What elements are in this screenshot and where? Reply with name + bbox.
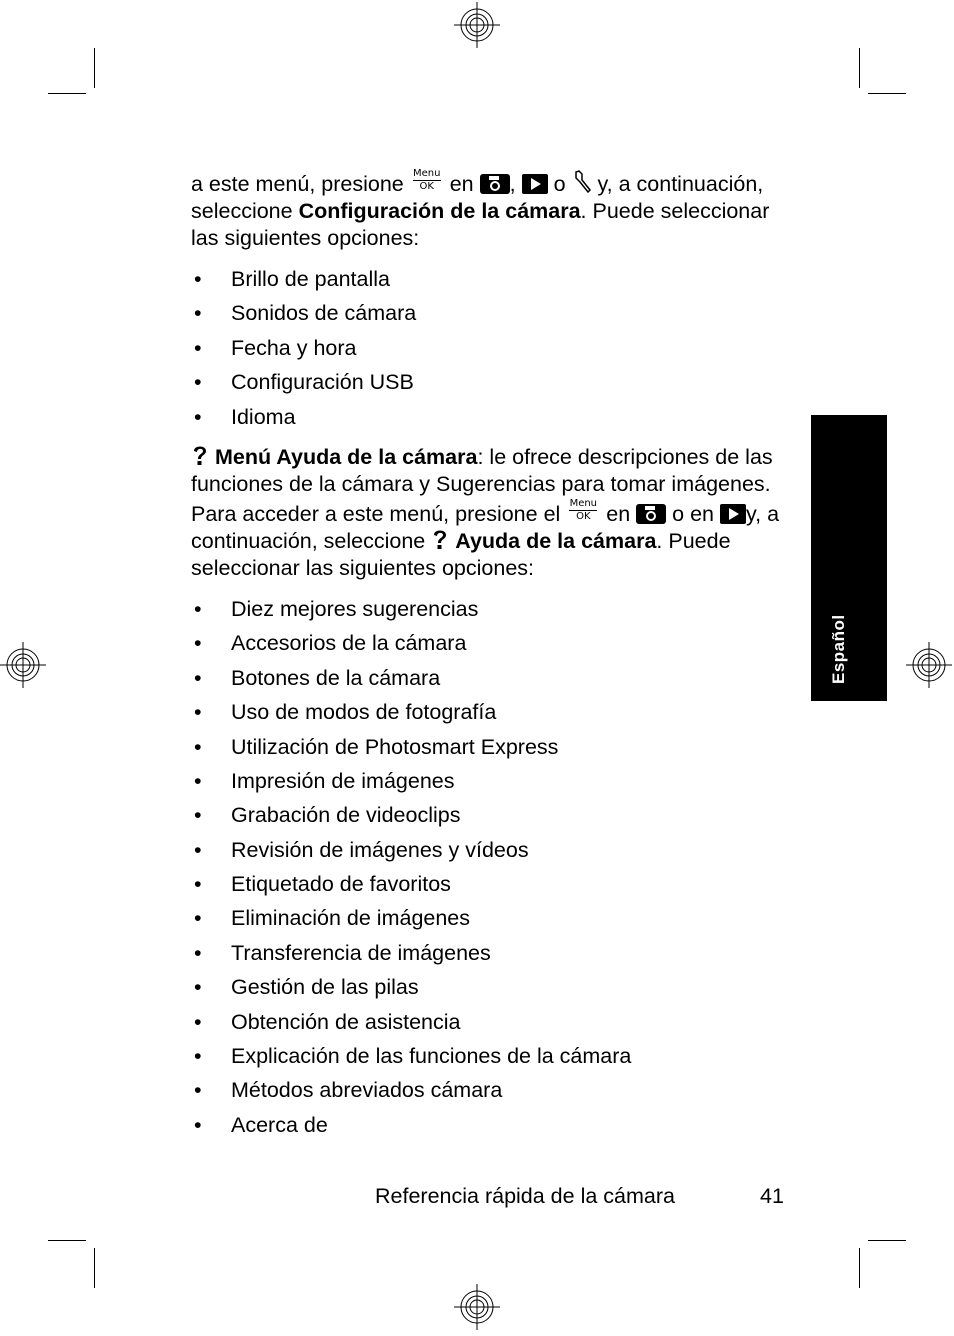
- crop-mark: [94, 1248, 95, 1288]
- intro-text: o: [553, 172, 566, 196]
- playback-icon: [522, 174, 548, 194]
- list-item: • Acerca de: [194, 1112, 328, 1137]
- page-number: 41: [760, 1184, 784, 1208]
- list-item: • Impresión de imágenes: [194, 768, 455, 793]
- list-item: • Transferencia de imágenes: [194, 940, 491, 965]
- intro-text: . Puede seleccionar las siguientes opciones:: [191, 199, 770, 250]
- camera-icon: [480, 174, 510, 194]
- list-item: • Brillo de pantalla: [194, 267, 390, 291]
- list-item: • Métodos abreviados cámara: [194, 1078, 503, 1103]
- crop-mark: [868, 1240, 906, 1241]
- help-text: : le ofrece descripciones de las funciones de la cámara y Sugerencias para tomar imágenes. Para acceder a este menú, presione el: [191, 444, 773, 526]
- help-topics-list: [191, 592, 791, 1142]
- list-item: • Etiquetado de favoritos: [194, 872, 451, 897]
- footer-title: Referencia rápida de la cámara: [375, 1184, 675, 1208]
- help-text: en: [606, 501, 631, 526]
- list-item: • Botones de la cámara: [194, 665, 441, 690]
- list-item: • Grabación de videoclips: [194, 803, 461, 828]
- camera-icon: [636, 504, 666, 524]
- menu-ok-icon: Menu OK: [413, 168, 441, 192]
- crop-mark: [48, 93, 86, 94]
- wrench-icon: [572, 170, 592, 194]
- language-tab: [811, 415, 887, 701]
- registration-mark-icon: [0, 642, 46, 688]
- crop-mark: [859, 1248, 860, 1288]
- list-item: • Accesorios de la cámara: [194, 631, 467, 656]
- menu-ok-icon: Menu OK: [569, 497, 598, 522]
- list-item: • Fecha y hora: [194, 335, 357, 360]
- body-text: [191, 168, 791, 1142]
- help-title: Menú Ayuda de la cámara: [214, 444, 478, 469]
- registration-mark-icon: [454, 2, 500, 48]
- list-item: • Configuración USB: [194, 370, 414, 395]
- help-paragraph: [191, 444, 791, 582]
- list-item: • Uso de modos de fotografía: [194, 700, 497, 725]
- help-text: y, a continuación, seleccione: [191, 501, 780, 553]
- intro-bold: Configuración de la cámara: [298, 199, 581, 223]
- crop-mark: [859, 48, 860, 88]
- crop-mark: [48, 1240, 86, 1241]
- list-item: • Sonidos de cámara: [194, 301, 417, 326]
- list-item: • Eliminación de imágenes: [194, 906, 471, 931]
- intro-paragraph: [191, 168, 791, 252]
- registration-mark-icon: [906, 642, 952, 688]
- intro-text: en: [449, 172, 474, 196]
- list-item: • Gestión de las pilas: [194, 975, 419, 1000]
- crop-mark: [868, 93, 906, 94]
- question-icon: [431, 528, 449, 552]
- playback-icon: [720, 504, 746, 524]
- list-item: • Diez mejores sugerencias: [194, 596, 479, 621]
- list-item: • Explicación de las funciones de la cámara: [194, 1044, 632, 1069]
- intro-text: ,: [509, 172, 516, 196]
- settings-options-list: [191, 262, 791, 434]
- intro-text: y, a continuación, seleccione: [191, 172, 764, 223]
- list-item: • Idioma: [194, 404, 296, 429]
- list-item: • Utilización de Photosmart Express: [194, 734, 559, 759]
- question-icon: [191, 444, 209, 468]
- help-text: . Puede seleccionar las siguientes opciones:: [191, 528, 731, 580]
- crop-mark: [94, 48, 95, 88]
- list-item: • Revisión de imágenes y vídeos: [194, 837, 529, 862]
- list-item: • Obtención de asistencia: [194, 1009, 461, 1034]
- help-bold: Ayuda de la cámara: [455, 528, 657, 553]
- registration-mark-icon: [454, 1284, 500, 1330]
- help-text: o en: [672, 501, 715, 526]
- language-tab-label: Español: [829, 614, 848, 684]
- intro-text: a este menú, presione: [191, 172, 404, 196]
